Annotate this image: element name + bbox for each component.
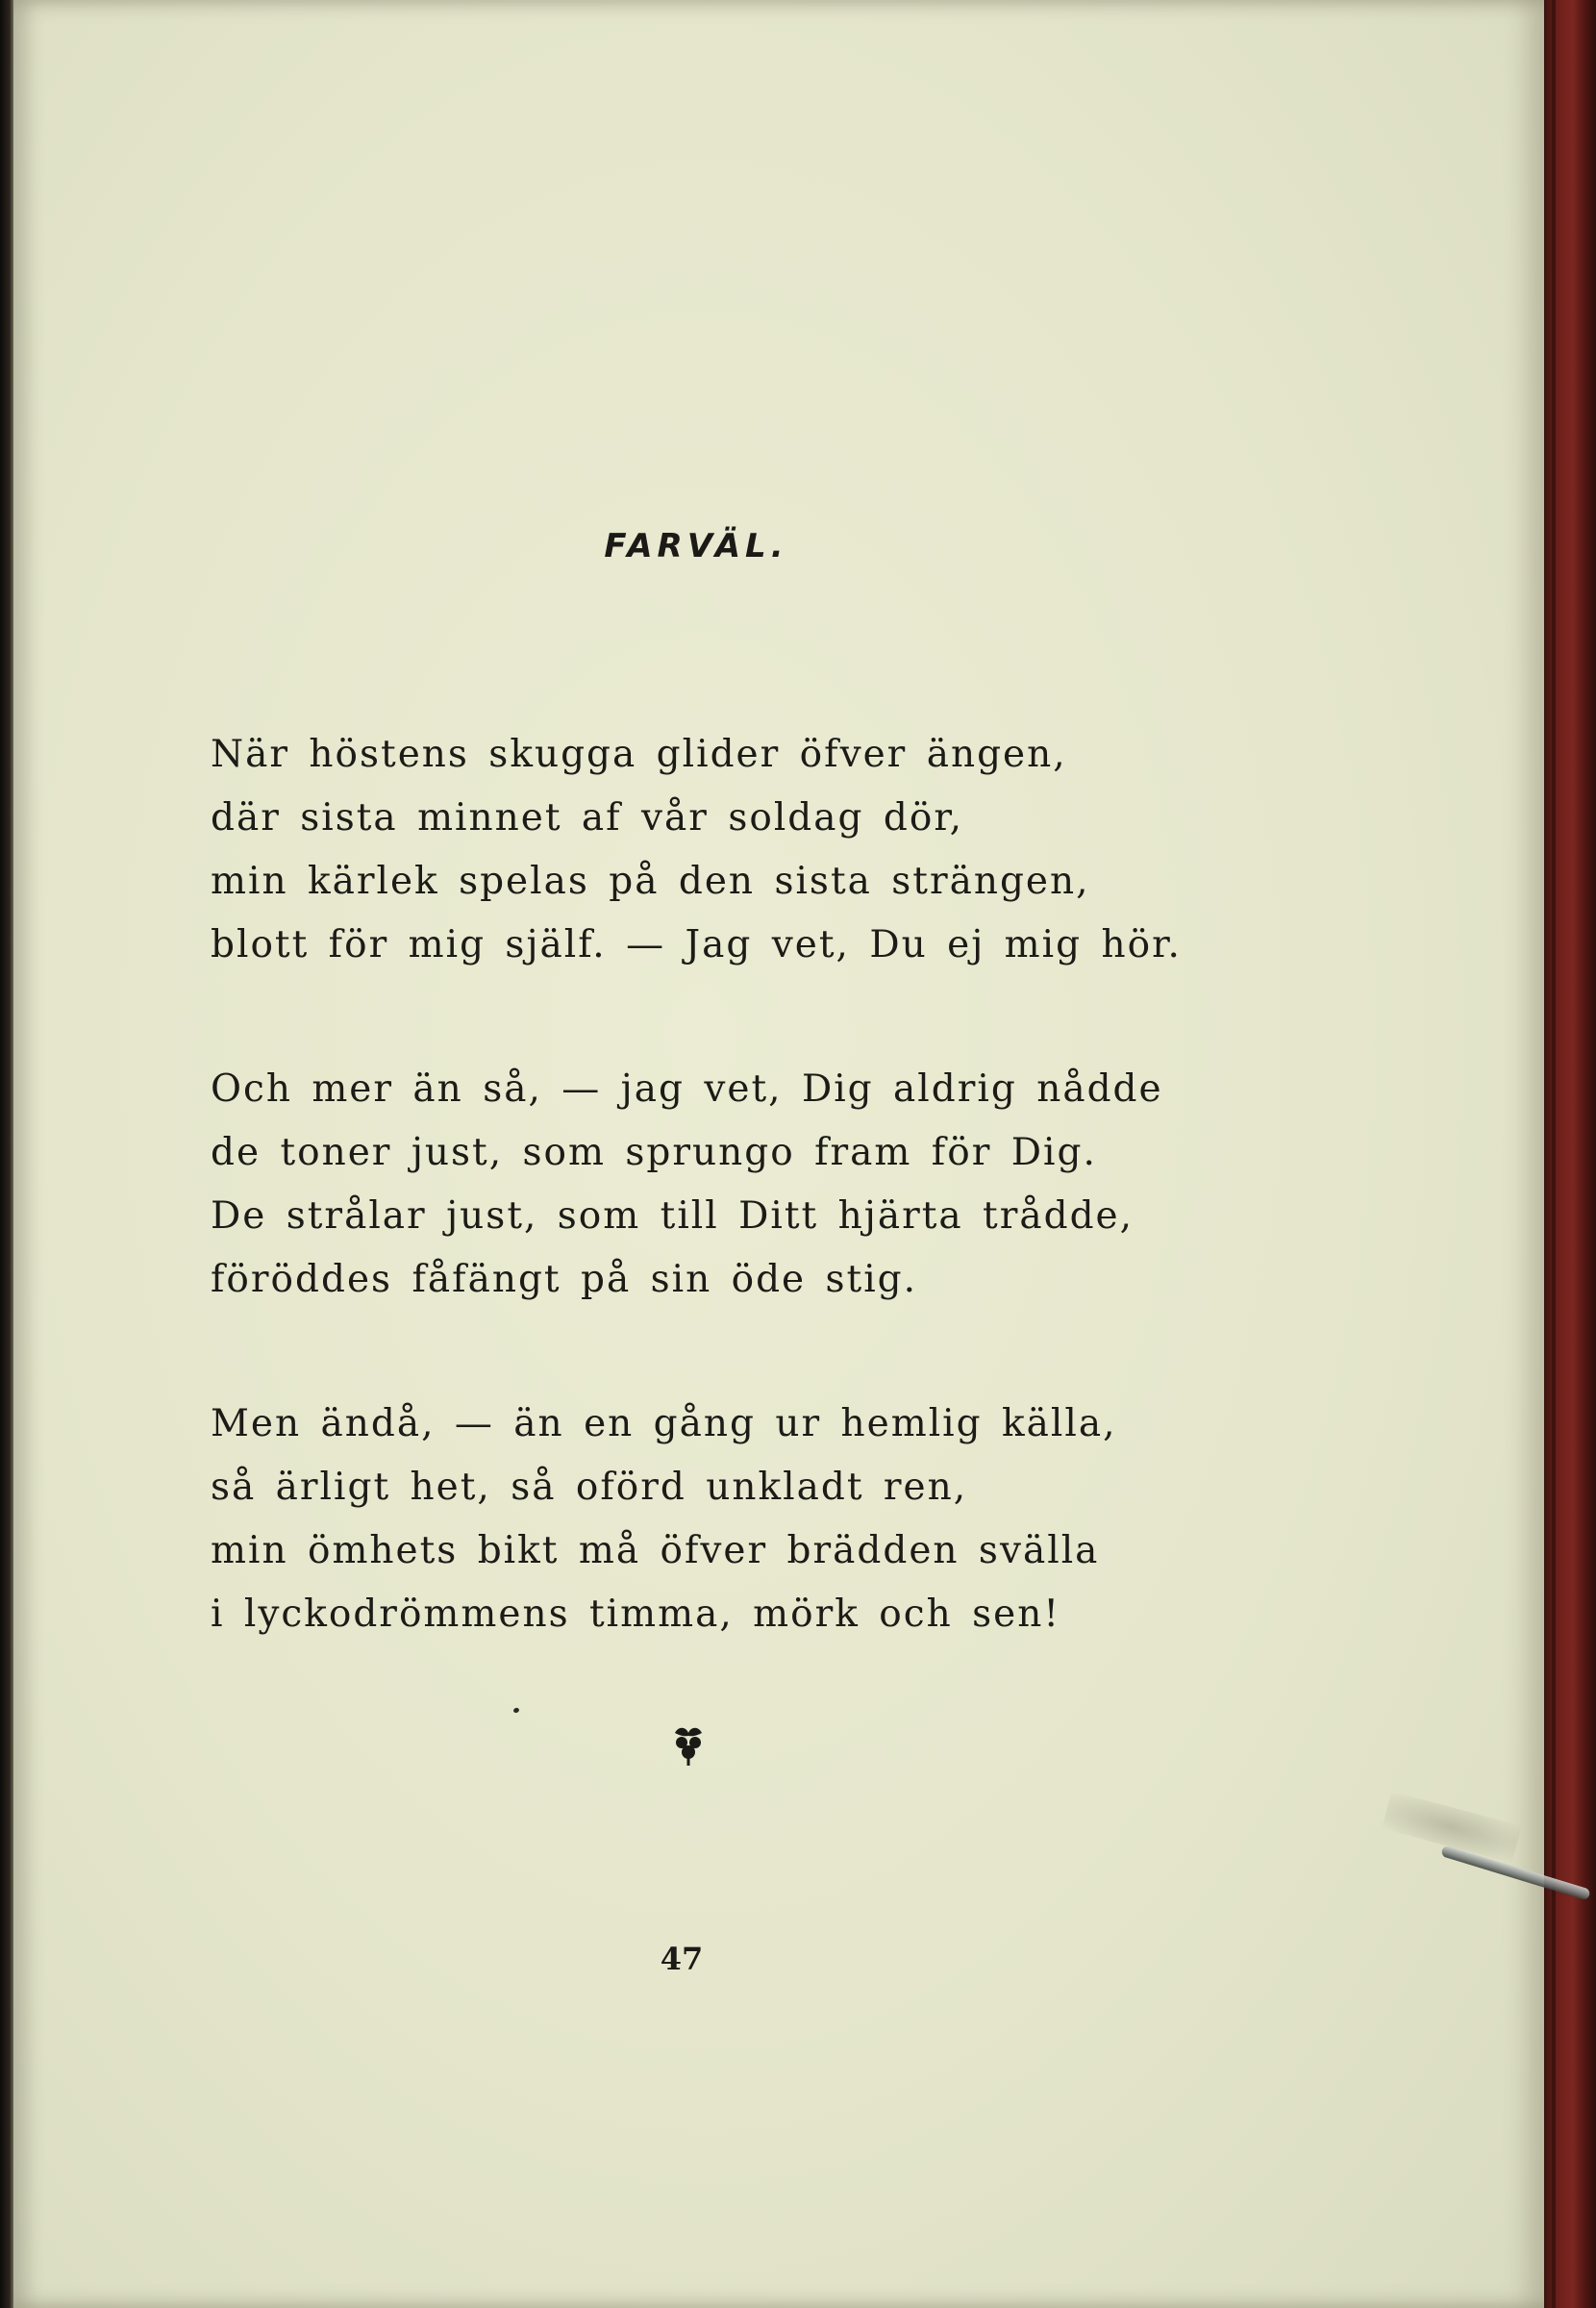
poem-line: De strålar just, som till Ditt hjärta trådde,	[211, 1194, 1135, 1238]
book-left-edge	[0, 0, 13, 2308]
poem-line: min kärlek spelas på den sista strängen,	[211, 860, 1090, 903]
book-cover-edge	[1544, 0, 1596, 2308]
poem-line: min ömhets bikt må öfver brädden svälla	[211, 1529, 1100, 1572]
book-page	[13, 0, 1544, 2308]
poem-line: så ärligt het, så oförd unkladt ren,	[211, 1466, 968, 1509]
page-number: 47	[660, 1941, 704, 1977]
stanza-3	[211, 1392, 1287, 1646]
poem-line: de toner just, som sprungo fram för Dig.	[211, 1131, 1097, 1174]
poem-line: blott för mig själf. — Jag vet, Du ej mig hör.	[211, 923, 1182, 966]
poem-line: i lyckodrömmens timma, mörk och sen!	[211, 1593, 1060, 1636]
stanza-2	[211, 1058, 1287, 1312]
stanza-1	[211, 723, 1287, 977]
poem-line: När höstens skugga glider öfver ängen,	[211, 733, 1067, 776]
poem-title: FARVÄL.	[604, 527, 788, 565]
floral-ornament-icon	[669, 1721, 708, 1769]
poem-line: Men ändå, — än en gång ur hemlig källa,	[211, 1402, 1117, 1445]
ink-speck	[512, 1707, 519, 1714]
poem-line: Och mer än så, — jag vet, Dig aldrig nådde	[211, 1067, 1163, 1111]
poem-line: där sista minnet af vår soldag dör,	[211, 796, 964, 840]
poem-line: föröddes fåfängt på sin öde stig.	[211, 1258, 918, 1301]
